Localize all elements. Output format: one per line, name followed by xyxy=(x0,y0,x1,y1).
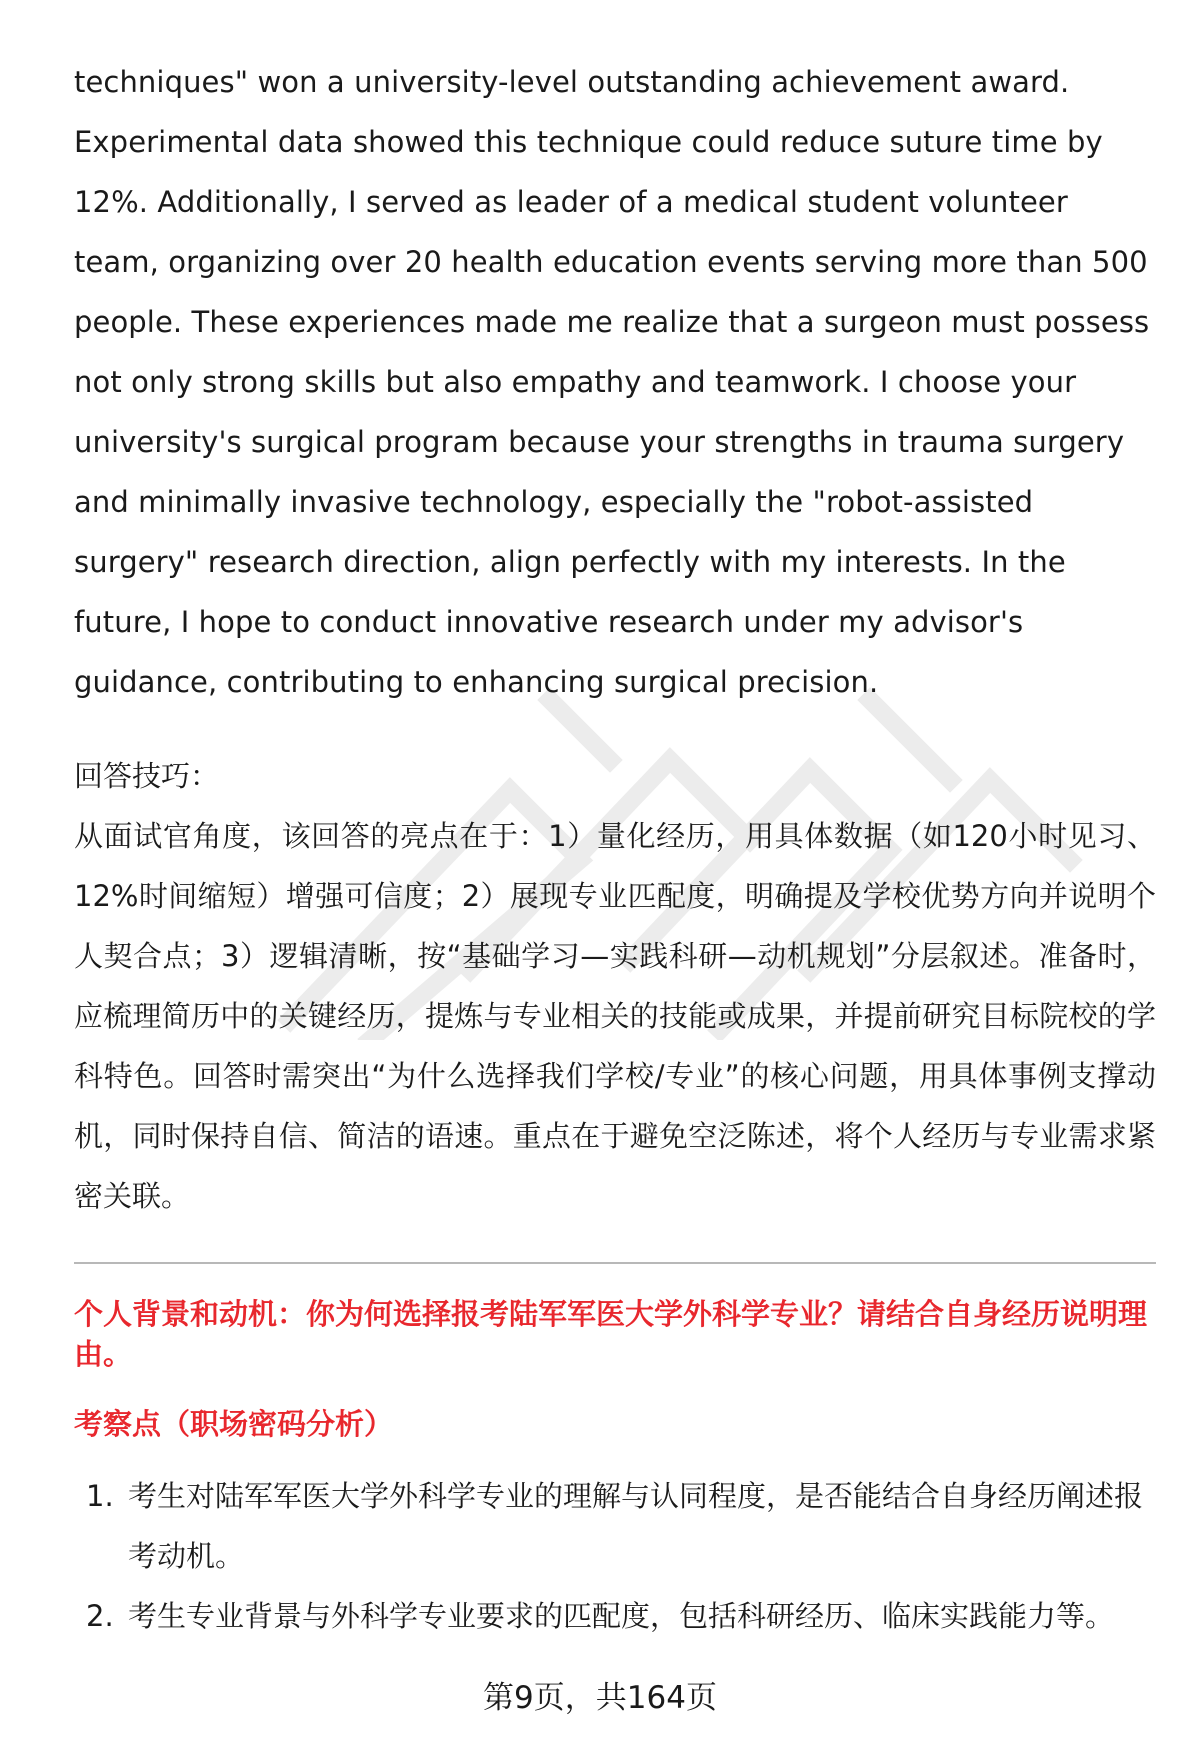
list-item xyxy=(74,1466,1156,1586)
list-item-text: 考生对陆军军医大学外科学专业的理解与认同程度，是否能结合自身经历阐述报考动机。 xyxy=(128,1479,1144,1573)
assessment-points-list xyxy=(74,1466,1156,1646)
list-item xyxy=(74,1586,1156,1646)
list-item-number: 1. xyxy=(86,1479,114,1513)
page-footer: 第9页，共164页 xyxy=(483,1680,717,1716)
answer-paragraph: techniques" won a university-level outstanding achievement award. Experimental data showed this technique could reduce suture time by 12%. Additionally, I served as leader of a medical student volunteer team, organizing over 20 health education events serving more than 500 people. These experiences made me realize that a surgeon must possess not only strong skills but also empathy and teamwork. I choose your university's surgical program because your strengths in trauma surgery and minimally invasive technology, especially the "robot-assisted surgery" research direction, align perfectly with my interests. In the future, I hope to conduct innovative research under my advisor's guidance, contributing to enhancing surgical precision. xyxy=(74,65,1150,699)
section-divider xyxy=(74,1262,1156,1264)
question-title: 个人背景和动机：你为何选择报考陆军军医大学外科学专业？请结合自身经历说明理由。 xyxy=(74,1297,1148,1371)
tips-title: 回答技巧： xyxy=(74,759,220,793)
list-item-text: 考生专业背景与外科学专业要求的匹配度，包括科研经历、临床实践能力等。 xyxy=(128,1599,1115,1633)
tips-paragraph: 从面试官角度，该回答的亮点在于：1）量化经历，用具体数据（如120小时见习、12%时间缩短）增强可信度；2）展现专业匹配度，明确提及学校优势方向并说明个人契合点；3）逻辑清晰，按“基础学习—实践科研—动机规划”分层叙述。准备时，应梳理简历中的关键经历，提炼与专业相关的技能或成果，并提前研究目标院校的学科特色。回答时需突出“为什么选择我们学校/专业”的核心问题，用具体事例支撑动机，同时保持自信、简洁的语速。重点在于避免空泛陈述，将个人经历与专业需求紧密关联。 xyxy=(74,819,1156,1213)
content-area xyxy=(74,52,1156,1646)
list-item-number: 2. xyxy=(86,1599,114,1633)
assessment-points-label: 考察点（职场密码分析） xyxy=(74,1407,394,1441)
